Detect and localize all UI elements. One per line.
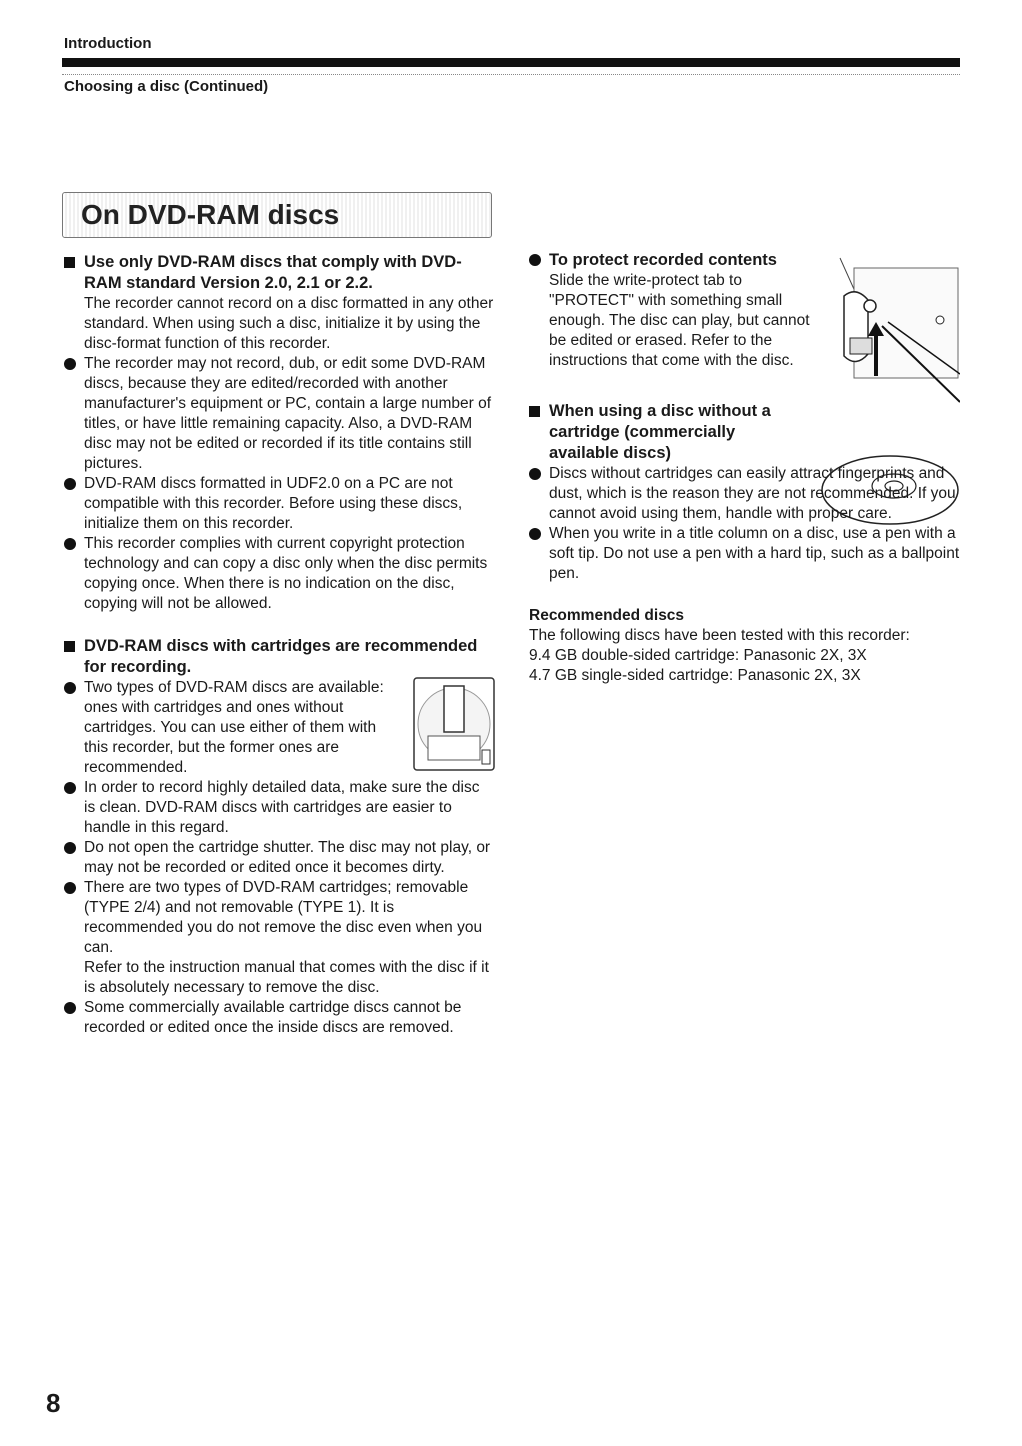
bullet-item: Two types of DVD-RAM discs are available: ones with cartridges and ones without cartridges. You can use either of them with this recorder, but the former ones are recommended. [64, 678, 494, 778]
list-item: 9.4 GB double-sided cartridge: Panasonic 2X, 3X [529, 647, 867, 664]
bullet-item: Some commercially available cartridge discs cannot be recorded or edited once the inside discs are removed. [64, 998, 494, 1038]
bullet-item: Discs without cartridges can easily attract fingerprints and dust, which is the reason they are not recommended. If you cannot avoid using them, handle with proper care. [529, 464, 961, 524]
header-rule [62, 58, 960, 67]
right-column [529, 250, 961, 686]
list-item: 4.7 GB single-sided cartridge: Panasonic 2X, 3X [529, 667, 861, 684]
subsection-label: Choosing a disc (Continued) [64, 78, 269, 95]
page-number: 8 [46, 1388, 61, 1418]
paragraph: Slide the write-protect tab to "PROTECT" with something small enough. The disc can play, but cannot be edited or erased. Refer to the instructions that come with the disc. [549, 272, 810, 369]
bullet-item: The recorder may not record, dub, or edit some DVD-RAM discs, because they are edited/recorded with another manufacturer's equipment or PC, contain a large number of titles, or have little remaining capacity. Also, a DVD-RAM disc may not be edited or recorded if its title contains still pictures. [64, 354, 494, 474]
title-box [62, 192, 492, 238]
heading-disc-without-cartridge: When using a disc without a cartridge (commercially available discs) [529, 401, 961, 464]
left-column [64, 252, 494, 1038]
header-thin-rule [62, 74, 960, 75]
paragraph: Refer to the instruction manual that comes with the disc if it is absolutely necessary to remove the disc. [84, 959, 489, 996]
heading-protect-contents: To protect recorded contents [529, 250, 961, 271]
bullet-item: There are two types of DVD-RAM cartridges; removable (TYPE 2/4) and not removable (TYPE 1). It is recommended you do not remove the disc even when you can. [64, 878, 494, 958]
paragraph: The following discs have been tested with this recorder: [529, 627, 910, 644]
paragraph: The recorder cannot record on a disc formatted in any other standard. When using such a disc, initialize it by using the disc-format function of this recorder. [84, 295, 494, 352]
page-title: On DVD-RAM discs [81, 199, 340, 230]
bullet-item: Do not open the cartridge shutter. The disc may not play, or may not be recorded or edited once it becomes dirty. [64, 838, 494, 878]
section-label: Introduction [64, 35, 152, 52]
heading-recommended-discs: Recommended discs [529, 607, 685, 624]
heading-cartridges-recommended: DVD-RAM discs with cartridges are recommended for recording. [64, 636, 494, 678]
bullet-item: DVD-RAM discs formatted in UDF2.0 on a PC are not compatible with this recorder. Before using these discs, initialize them on this recorder. [64, 474, 494, 534]
heading-dvd-ram-standard: Use only DVD-RAM discs that comply with DVD-RAM standard Version 2.0, 2.1 or 2.2. [64, 252, 494, 294]
bullet-item: This recorder complies with current copyright protection technology and can copy a disc only when the disc permits copying once. When there is no indication on the disc, copying will not be allowed. [64, 534, 494, 614]
bullet-item: In order to record highly detailed data, make sure the disc is clean. DVD-RAM discs with cartridges are easier to handle in this regard. [64, 778, 494, 838]
bullet-item: When you write in a title column on a disc, use a pen with a soft tip. Do not use a pen with a hard tip, such as a ballpoint pen. [529, 524, 961, 584]
